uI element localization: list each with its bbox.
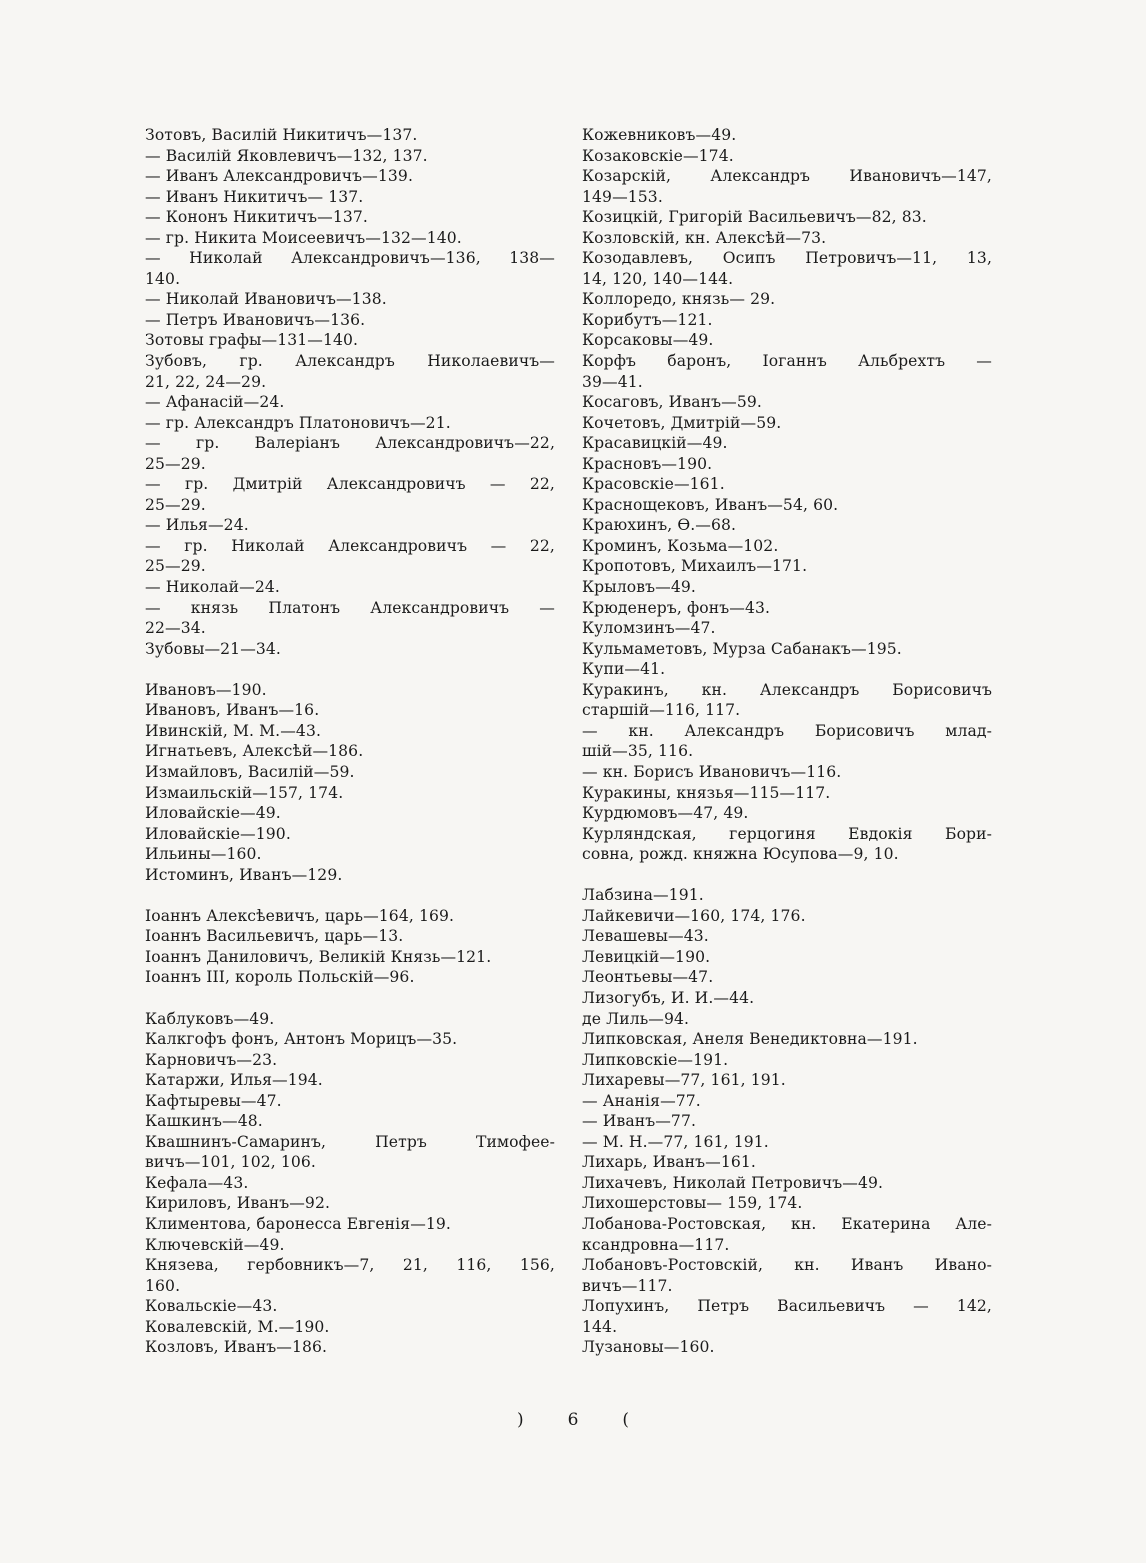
index-entry-line: де Лиль—94.	[582, 1009, 690, 1028]
index-entry	[145, 783, 555, 804]
index-entry-line: Леонтьевы—47.	[582, 968, 714, 987]
index-entry-line: Лузановы—160.	[582, 1338, 715, 1357]
index-entry	[582, 474, 992, 495]
index-entry	[145, 433, 555, 474]
index-entry-line: — кн. Александръ Борисовичъ млад-	[582, 721, 992, 740]
index-entry	[582, 680, 992, 721]
index-entry	[582, 1050, 992, 1071]
index-entry-line: 25—29.	[145, 495, 206, 514]
page-number: 6	[567, 1410, 579, 1430]
index-entry-line: Зотовы графы—131—140.	[145, 331, 359, 350]
index-entry	[582, 967, 992, 988]
index-entry	[145, 967, 555, 988]
index-entry-line: Коллоредо, князь— 29.	[582, 290, 776, 309]
index-entry-line: Красновъ—190.	[582, 454, 713, 473]
index-entry	[582, 1070, 992, 1091]
index-entry-line: Измайловъ, Василій—59.	[145, 762, 355, 781]
index-entry	[145, 1050, 555, 1071]
index-entry-line: — Иванъ—77.	[582, 1112, 697, 1131]
index-entry	[582, 926, 992, 947]
index-entry	[145, 1009, 555, 1030]
index-entry	[145, 721, 555, 742]
index-entry	[145, 1111, 555, 1132]
index-entry	[145, 680, 555, 701]
index-entry-line: Кириловъ, Иванъ—92.	[145, 1194, 331, 1213]
index-entry-line: вичъ—101, 102, 106.	[145, 1153, 316, 1172]
index-entry	[582, 310, 992, 331]
index-entry	[145, 824, 555, 845]
index-entry	[582, 228, 992, 249]
index-entry-line: — Василій Яковлевичъ—132, 137.	[145, 146, 428, 165]
index-column-right	[582, 125, 992, 1358]
index-entry-line: 21, 22, 24—29.	[145, 372, 267, 391]
index-entry	[145, 207, 555, 228]
footer-right-paren: (	[622, 1410, 630, 1430]
index-entry	[582, 125, 992, 146]
index-entry-line: Карновичъ—23.	[145, 1050, 278, 1069]
index-entry	[145, 639, 555, 660]
index-entry	[145, 1337, 555, 1358]
index-entry-line: Куракинъ, кн. Александръ Борисовичъ	[582, 680, 992, 699]
index-entry	[145, 1173, 555, 1194]
index-entry-line: — Ананія—77.	[582, 1091, 701, 1110]
index-entry-line: 149—153.	[582, 187, 663, 206]
index-entry-line: Ивановъ—190.	[145, 680, 267, 699]
index-entry	[145, 289, 555, 310]
index-entry-line: Іоаннъ III, король Польскій—96.	[145, 968, 415, 987]
index-entry-line: — Иванъ Александровичъ—139.	[145, 167, 413, 186]
index-entry-line: — Кононъ Никитичъ—137.	[145, 208, 368, 227]
index-entry-line: Курдюмовъ—47, 49.	[582, 804, 749, 823]
index-entry-line: Кожевниковъ—49.	[582, 126, 737, 144]
index-entry	[145, 146, 555, 167]
index-entry	[145, 803, 555, 824]
index-entry	[145, 330, 555, 351]
index-entry-line: Крюденеръ, фонъ—43.	[582, 598, 771, 617]
section-gap	[145, 988, 555, 1009]
index-entry-line: Козловскій, кн. Алексѣй—73.	[582, 228, 827, 247]
index-entry	[145, 947, 555, 968]
index-entry	[145, 1091, 555, 1112]
index-entry	[582, 1296, 992, 1337]
index-entry	[582, 1132, 992, 1153]
index-entry	[582, 947, 992, 968]
index-entry-line: Ковальскіе—43.	[145, 1297, 278, 1316]
index-entry-line: Козарскій, Александръ Ивановичъ—147,	[582, 167, 992, 186]
index-entry	[582, 1173, 992, 1194]
index-entry-line: Зотовъ, Василій Никитичъ—137.	[145, 126, 418, 144]
index-entry-line: шій—35, 116.	[582, 742, 694, 761]
index-entry	[582, 721, 992, 762]
index-entry	[582, 454, 992, 475]
index-entry-line: Ковалевскій, М.—190.	[145, 1317, 330, 1336]
index-entry	[582, 906, 992, 927]
index-entry-line: Кульмаметовъ, Мурза Сабанакъ—195.	[582, 639, 902, 658]
index-entry	[145, 536, 555, 577]
index-entry	[145, 1235, 555, 1256]
index-entry-line: — Николай—24.	[145, 578, 280, 597]
index-entry	[145, 166, 555, 187]
index-entry-line: Краснощековъ, Иванъ—54, 60.	[582, 495, 839, 514]
index-entry	[582, 495, 992, 516]
index-entry-line: Ключевскій—49.	[145, 1235, 285, 1254]
index-entry-line: — Петръ Ивановичъ—136.	[145, 310, 366, 329]
index-entry-line: Кашкинъ—48.	[145, 1112, 263, 1131]
index-entry-line: Красовскіе—161.	[582, 475, 725, 494]
index-entry-line: — гр. Дмитрій Александровичъ — 22,	[145, 475, 555, 494]
index-entry-line: Ивановъ, Иванъ—16.	[145, 701, 320, 720]
index-entry	[582, 803, 992, 824]
index-entry	[145, 1029, 555, 1050]
index-entry-line: старшій—116, 117.	[582, 701, 741, 720]
index-entry-line: — Иванъ Никитичъ— 137.	[145, 187, 364, 206]
index-entry-line: Левицкій—190.	[582, 947, 711, 966]
index-entry	[582, 146, 992, 167]
index-entry-line: Катаржи, Илья—194.	[145, 1071, 323, 1090]
index-entry	[145, 865, 555, 886]
index-entry-line: Липковскіе—191.	[582, 1050, 729, 1069]
index-entry	[145, 1255, 555, 1296]
index-entry	[582, 762, 992, 783]
index-entry-line: — Афанасій—24.	[145, 393, 285, 412]
index-entry	[582, 556, 992, 577]
index-entry	[582, 351, 992, 392]
footer-left-paren: )	[516, 1410, 524, 1430]
index-entry	[582, 515, 992, 536]
index-entry-line: Иловайскіе—190.	[145, 824, 291, 843]
index-entry-line: Лайкевичи—160, 174, 176.	[582, 906, 806, 925]
index-entry	[582, 166, 992, 207]
index-entry-line: — гр. Валеріанъ Александровичъ—22,	[145, 434, 555, 453]
index-entry	[582, 1255, 992, 1296]
index-entry	[582, 1091, 992, 1112]
index-entry	[145, 351, 555, 392]
index-entry-line: Красавицкій—49.	[582, 434, 728, 453]
index-entry-line: Калкгофъ фонъ, Антонъ Морицъ—35.	[145, 1030, 458, 1049]
index-entry-line: совна, рожд. княжна Юсупова—9, 10.	[582, 845, 899, 864]
index-entry-line: Краюхинъ, Ѳ.—68.	[582, 516, 737, 535]
index-entry-line: Лихаревы—77, 161, 191.	[582, 1071, 786, 1090]
index-entry-line: — Илья—24.	[145, 516, 249, 535]
index-entry-line: Кочетовъ, Дмитрій—59.	[582, 413, 782, 432]
index-entry	[145, 125, 555, 146]
index-entry-line: Корфъ баронъ, Іоганнъ Альбрехтъ —	[582, 352, 992, 371]
index-entry	[145, 248, 555, 289]
index-entry-line: Кропотовъ, Михаилъ—171.	[582, 557, 808, 576]
index-entry-line: Куломзинъ—47.	[582, 619, 716, 638]
index-entry	[145, 577, 555, 598]
index-entry-line: Крыловъ—49.	[582, 578, 696, 597]
index-entry-line: Игнатьевъ, Алексѣй—186.	[145, 742, 364, 761]
index-entry	[145, 741, 555, 762]
index-entry-line: Косаговъ, Иванъ—59.	[582, 393, 762, 412]
index-entry	[582, 639, 992, 660]
index-entry-line: Лихошерстовы— 159, 174.	[582, 1194, 803, 1213]
index-entry-line: Козаковскіе—174.	[582, 146, 734, 165]
index-entry	[145, 515, 555, 536]
index-entry-line: Климентова, баронесса Евгенія—19.	[145, 1214, 451, 1233]
index-entry-line: ксандровна—117.	[582, 1235, 730, 1254]
index-entry-line: Князева, гербовникъ—7, 21, 116, 156,	[145, 1256, 555, 1275]
index-entry-line: Іоаннъ Васильевичъ, царь—13.	[145, 927, 404, 946]
index-entry	[582, 433, 992, 454]
index-entry-line: вичъ—117.	[582, 1276, 673, 1295]
index-entry	[145, 598, 555, 639]
index-entry	[582, 392, 992, 413]
index-entry	[582, 598, 992, 619]
index-entry-line: Липковская, Анеля Венедиктовна—191.	[582, 1030, 918, 1049]
index-entry	[582, 618, 992, 639]
index-entry-line: Корибутъ—121.	[582, 310, 713, 329]
index-entry-line: Козодавлевъ, Осипъ Петровичъ—11, 13,	[582, 249, 992, 268]
index-entry	[582, 1193, 992, 1214]
index-entry-line: Иловайскіе—49.	[145, 804, 281, 823]
index-entry	[145, 413, 555, 434]
index-entry-line: Лизогубъ, И. И.—44.	[582, 988, 755, 1007]
index-entry	[582, 1111, 992, 1132]
index-entry	[582, 988, 992, 1009]
index-entry	[145, 1214, 555, 1235]
index-entry-line: Купи—41.	[582, 660, 666, 679]
index-entry-line: — М. Н.—77, 161, 191.	[582, 1132, 769, 1151]
index-entry-line: Измаильскій—157, 174.	[145, 783, 344, 802]
index-entry-line: Квашнинъ-Самаринъ, Петръ Тимофее-	[145, 1132, 555, 1151]
index-entry	[582, 659, 992, 680]
index-entry-line: Каблуковъ—49.	[145, 1009, 275, 1028]
page-footer	[0, 1410, 1146, 1430]
index-entry	[145, 1317, 555, 1338]
index-entry-line: Козловъ, Иванъ—186.	[145, 1338, 328, 1357]
index-entry	[582, 1029, 992, 1050]
index-entry	[582, 536, 992, 557]
index-entry-line: Кефала—43.	[145, 1173, 249, 1192]
index-entry	[145, 844, 555, 865]
index-entry-line: 144.	[582, 1317, 618, 1336]
index-entry	[582, 289, 992, 310]
index-entry	[582, 207, 992, 228]
index-entry-line: Лопухинъ, Петръ Васильевичъ — 142,	[582, 1297, 992, 1316]
index-entry-line: Козицкій, Григорій Васильевичъ—82, 83.	[582, 208, 927, 227]
index-entry-line: Корсаковы—49.	[582, 331, 714, 350]
index-entry	[582, 824, 992, 865]
index-entry-line: Ильины—160.	[145, 845, 262, 864]
index-entry	[145, 1296, 555, 1317]
index-entry-line: 140.	[145, 269, 181, 288]
index-entry	[145, 474, 555, 515]
index-column-left	[145, 125, 555, 1358]
index-entry-line: — Николай Александровичъ—136, 138—	[145, 249, 555, 268]
index-entry	[145, 700, 555, 721]
index-entry-line: Лихачевъ, Николай Петровичъ—49.	[582, 1173, 884, 1192]
index-entry	[582, 1337, 992, 1358]
index-entry	[582, 1214, 992, 1255]
index-entry	[145, 762, 555, 783]
index-entry	[145, 187, 555, 208]
section-gap	[145, 659, 555, 680]
index-entry-line: Лобановъ-Ростовскій, кн. Иванъ Ивано-	[582, 1256, 992, 1275]
index-entry	[582, 885, 992, 906]
index-entry-line: Іоаннъ Даниловичъ, Великій Князь—121.	[145, 947, 492, 966]
index-entry-line: Зубовы—21—34.	[145, 639, 281, 658]
section-gap	[145, 885, 555, 906]
index-entry-line: 25—29.	[145, 557, 206, 576]
index-entry-line: 160.	[145, 1276, 181, 1295]
index-entry-line: Зубовъ, гр. Александръ Николаевичъ—	[145, 352, 555, 371]
index-entry	[582, 1009, 992, 1030]
index-entry-line: Лабзина—191.	[582, 886, 704, 905]
index-entry	[582, 330, 992, 351]
index-entry-line: — кн. Борисъ Ивановичъ—116.	[582, 762, 842, 781]
index-entry-line: — гр. Николай Александровичъ — 22,	[145, 536, 555, 555]
index-entry-line: Истоминъ, Иванъ—129.	[145, 865, 343, 884]
index-entry	[582, 783, 992, 804]
section-gap	[582, 865, 992, 886]
index-entry	[145, 1193, 555, 1214]
index-entry	[582, 577, 992, 598]
index-entry	[145, 1132, 555, 1173]
index-entry	[145, 392, 555, 413]
index-entry-line: — князь Платонъ Александровичъ —	[145, 598, 555, 617]
index-entry-line: — Николай Ивановичъ—138.	[145, 290, 387, 309]
index-entry-line: 39—41.	[582, 372, 643, 391]
index-entry	[145, 310, 555, 331]
index-entry-line: 22—34.	[145, 619, 206, 638]
index-entry-line: Іоаннъ Алексѣевичъ, царь—164, 169.	[145, 906, 455, 925]
index-entry	[145, 228, 555, 249]
index-entry-line: Лобанова-Ростовская, кн. Екатерина Але-	[582, 1214, 992, 1233]
index-entry-line: 25—29.	[145, 454, 206, 473]
index-entry-line: Кафтыревы—47.	[145, 1091, 282, 1110]
index-entry-line: — гр. Никита Моисеевичъ—132—140.	[145, 228, 462, 247]
index-entry	[582, 413, 992, 434]
index-entry-line: Курляндская, герцогиня Евдокія Бори-	[582, 824, 992, 843]
index-entry	[582, 248, 992, 289]
index-entry	[145, 926, 555, 947]
index-entry-line: — гр. Александръ Платоновичъ—21.	[145, 413, 451, 432]
index-entry-line: Левашевы—43.	[582, 927, 709, 946]
index-entry	[582, 1152, 992, 1173]
index-entry	[145, 906, 555, 927]
index-entry-line: Лихарь, Иванъ—161.	[582, 1153, 756, 1172]
index-entry-line: 14, 120, 140—144.	[582, 269, 734, 288]
index-entry-line: Куракины, князья—115—117.	[582, 783, 831, 802]
index-entry-line: Ивинскій, М. М.—43.	[145, 721, 322, 740]
index-entry	[145, 1070, 555, 1091]
index-entry-line: Кроминъ, Козьма—102.	[582, 536, 779, 555]
